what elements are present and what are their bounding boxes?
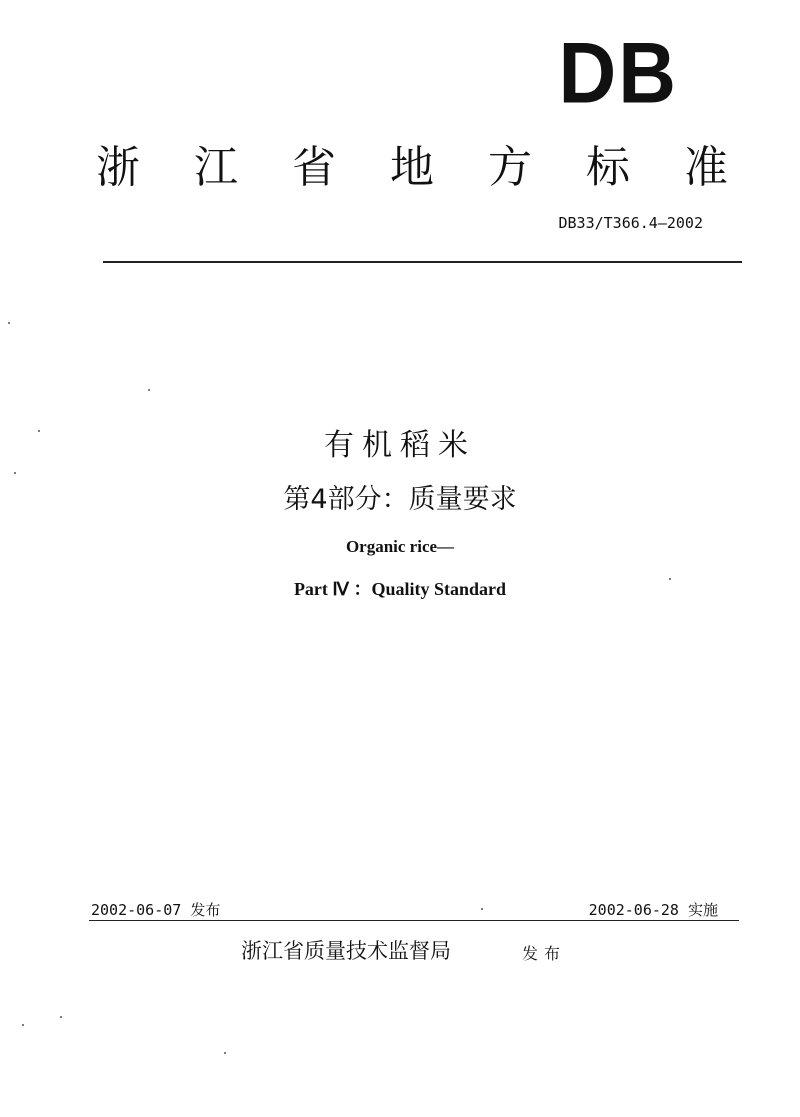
- scan-speck: [60, 1016, 62, 1018]
- header-divider: [103, 261, 742, 263]
- scan-speck: [224, 1052, 226, 1054]
- title-char: 浙: [96, 142, 140, 193]
- standard-code: DB33/T366.4—2002: [558, 214, 703, 232]
- footer-divider: [89, 920, 739, 921]
- db-mark: DB: [558, 24, 678, 121]
- implementation-date: 2002-06-28 实施: [588, 901, 718, 919]
- title-char: 省: [292, 142, 336, 193]
- issuing-action: 发布: [522, 944, 567, 963]
- issuing-authority: 浙江省质量技术监督局: [241, 939, 451, 963]
- title-char: 地: [390, 142, 434, 193]
- issue-date: 2002-06-07 发布: [91, 901, 221, 919]
- scan-speck: [148, 389, 150, 391]
- standard-category-title: [96, 144, 728, 192]
- scan-speck: [8, 322, 10, 324]
- title-char: 标: [586, 142, 630, 193]
- document-title-en: Organic rice—: [345, 537, 455, 556]
- scan-speck: [14, 472, 16, 474]
- scan-speck: [481, 908, 483, 910]
- document-subtitle-cn: 第4部分：质量要求: [283, 484, 517, 515]
- document-subtitle-en: Part Ⅳ ：Quality Standard: [293, 579, 507, 599]
- title-char: 准: [684, 142, 728, 193]
- title-char: 方: [488, 142, 532, 193]
- scan-speck: [22, 1024, 24, 1026]
- scan-speck: [38, 430, 40, 432]
- scan-speck: [669, 578, 671, 580]
- document-title-cn: 有机稻米: [324, 428, 476, 463]
- title-char: 江: [194, 142, 238, 193]
